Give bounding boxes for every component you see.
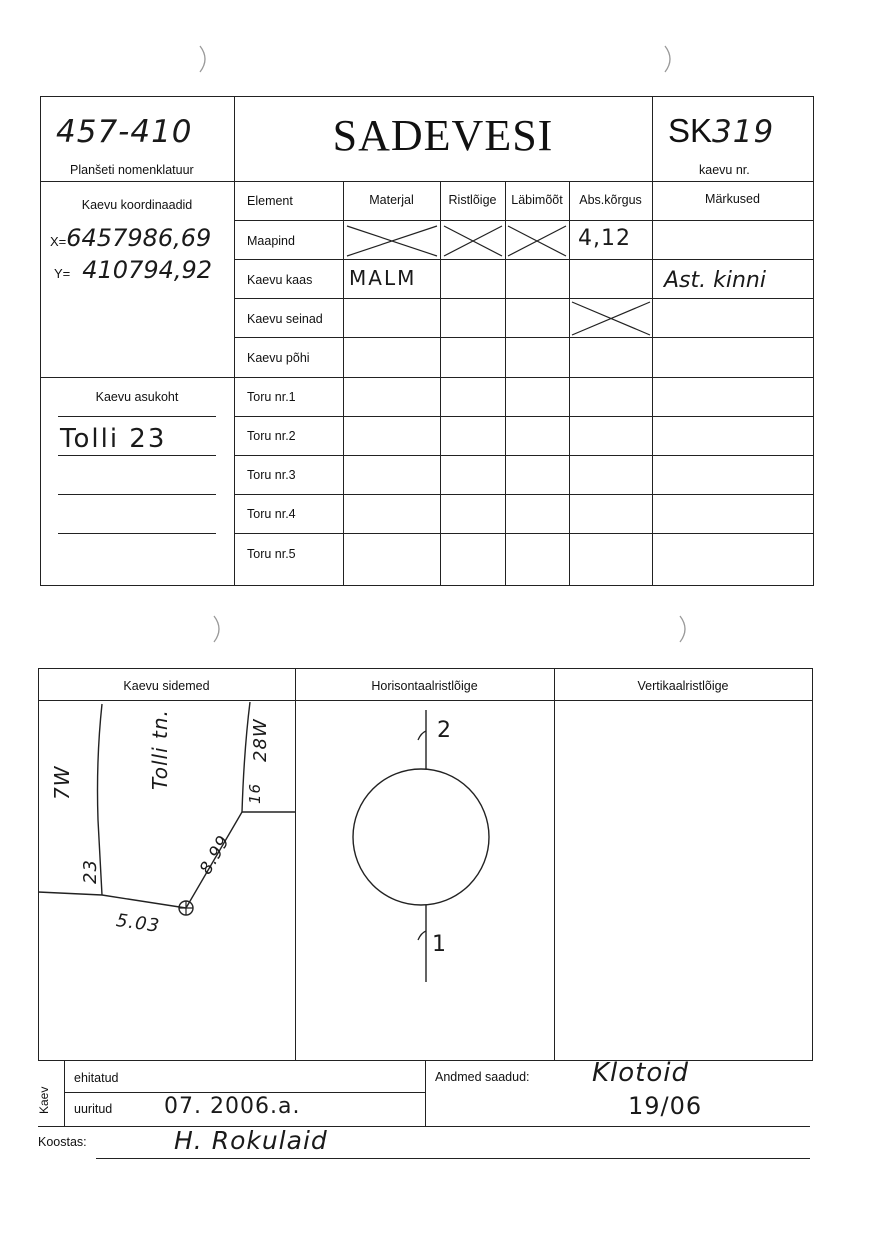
horizontal-section-drawing (295, 700, 554, 1060)
crossout-maapind-ristloige (442, 222, 504, 258)
well-prefix: SK (668, 112, 713, 149)
col-header-abs-height: Abs.kõrgus (579, 193, 642, 207)
page-title: SADEVESI (332, 111, 554, 160)
location-value: Tolli 23 (60, 424, 167, 454)
row-label-toru-1: Toru nr.1 (247, 390, 296, 404)
row-label-toru-5: Toru nr.5 (247, 547, 296, 561)
coordinate-y (54, 256, 212, 284)
coordinate-y-prefix: Y= (54, 266, 71, 281)
coordinate-x-value: 6457986,69 (66, 224, 212, 252)
well-label: kaevu nr. (699, 163, 750, 177)
col-header-horisontaal: Horisontaalristlõige (371, 679, 478, 693)
punch-mark-top-right (663, 44, 683, 74)
punch-mark-mid-right (678, 614, 698, 644)
crossout-seinad-abs (570, 299, 652, 337)
punch-mark-mid-left (212, 614, 232, 644)
sketch-street-label: Tolli tn. (148, 709, 172, 790)
sketch-right-label: 28W (250, 718, 271, 762)
col-header-kaevu-sidemed: Kaevu sidemed (123, 679, 210, 693)
coordinates-label: Kaevu koordinaadid (81, 198, 193, 212)
row-label-maapind: Maapind (247, 234, 295, 248)
data-received-label: Andmed saadud: (435, 1070, 530, 1084)
coordinate-x-prefix: X= (50, 234, 67, 249)
sketch-distance-503: 5.03 (114, 910, 162, 937)
coordinate-x (50, 224, 211, 252)
sketch-distance-23: 23 (80, 859, 101, 884)
row-label-kaevu-seinad: Kaevu seinad (247, 312, 323, 326)
crossout-maapind-materjal (345, 222, 439, 258)
row-label-toru-4: Toru nr.4 (247, 507, 296, 521)
kaevu-kaas-remark: Ast. kinni (664, 268, 766, 293)
author-label: Koostas: (38, 1135, 87, 1149)
data-received-date: 19/06 (628, 1092, 703, 1120)
col-header-element: Element (247, 194, 293, 208)
maapind-abs-height: 4,12 (578, 226, 631, 251)
built-label: ehitatud (74, 1071, 119, 1085)
col-header-cross-section: Ristlõige (448, 193, 497, 207)
coordinate-y-value: 410794,92 (82, 256, 213, 284)
author-value: H. Rokulaid (174, 1126, 328, 1155)
sheet-number: 457-410 (56, 114, 193, 150)
col-header-diameter: Läbimõõt (511, 193, 563, 207)
row-label-toru-2: Toru nr.2 (247, 429, 296, 443)
surveyed-value: 07. 2006.a. (164, 1094, 301, 1119)
sheet-label: Planšeti nomenklatuur (70, 163, 194, 177)
row-label-toru-3: Toru nr.3 (247, 468, 296, 482)
col-header-vertikaal: Vertikaalristlõige (637, 679, 729, 693)
location-label: Kaevu asukoht (95, 390, 179, 404)
footer-side-label: Kaev (37, 1086, 51, 1114)
well-number-value: 319 (712, 114, 775, 150)
sketch-distance-16: 16 (246, 782, 264, 804)
col-header-material: Materjal (369, 193, 414, 207)
sketch-left-label: 7W (50, 765, 74, 800)
data-received-value: Klotoid (592, 1058, 690, 1088)
pipe-2-label: 2 (437, 718, 452, 743)
pipe-1-label: 1 (432, 932, 447, 957)
sketch-distance-899: 8.99 (196, 831, 235, 878)
row-label-kaevu-pohi: Kaevu põhi (247, 351, 310, 365)
kaevu-kaas-material: MALM (349, 266, 417, 290)
punch-mark-top-left (198, 44, 218, 74)
crossout-maapind-labimoot (506, 222, 568, 258)
surveyed-label: uuritud (74, 1102, 113, 1116)
row-label-kaevu-kaas: Kaevu kaas (247, 273, 313, 287)
well-number (668, 112, 774, 150)
col-header-remarks: Märkused (705, 192, 760, 206)
